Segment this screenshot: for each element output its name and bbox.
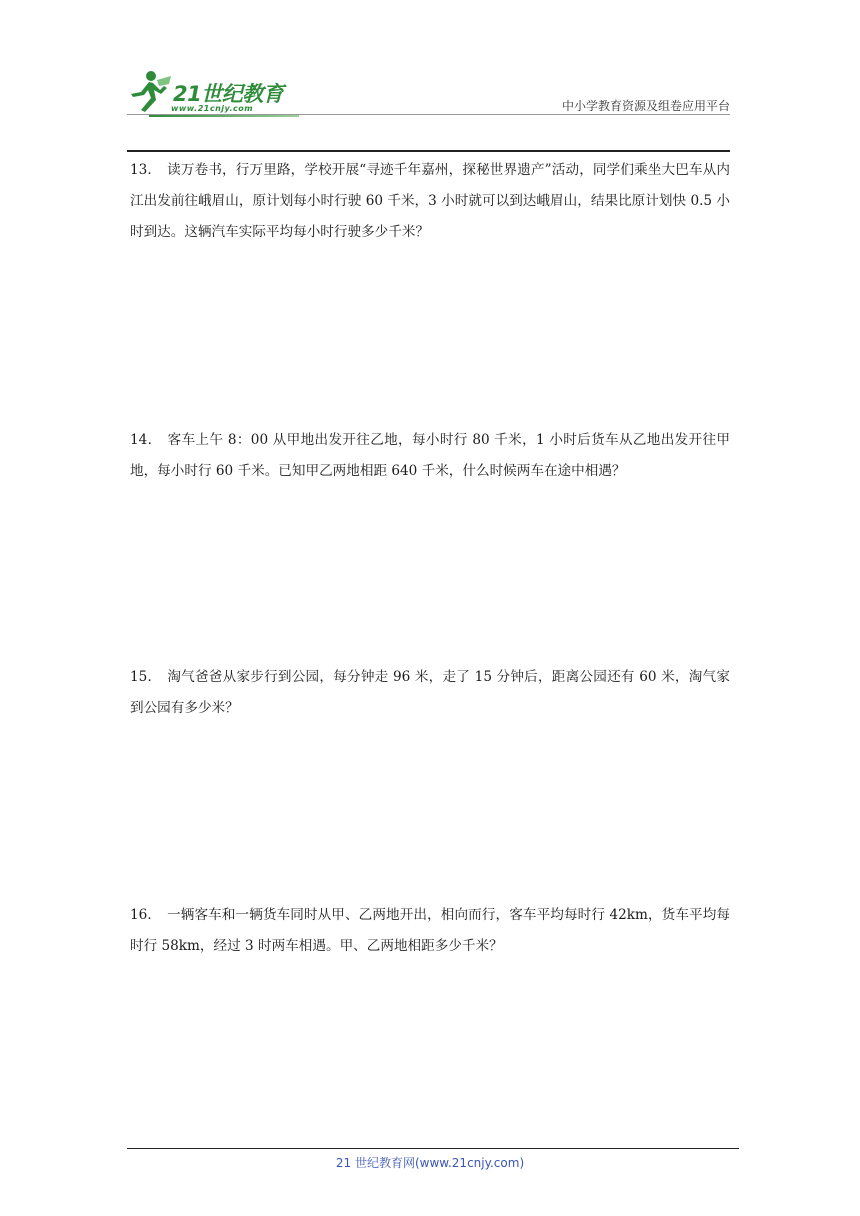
runner-logo-icon [127,70,177,114]
logo-text: 21世纪教育 [173,82,284,106]
question-14 [130,425,730,487]
question-number: 16． [130,907,162,923]
question-13 [130,155,730,248]
header-tagline: 中小学教育资源及组卷应用平台 [561,99,730,113]
logo-url: www.21cnjy.com [171,104,254,113]
question-number: 14． [130,432,162,448]
question-text: 读万卷书，行万里路，学校开展“寻迹千年嘉州，探秘世界遗产”活动，同学们乘坐大巴车从内江出发前往峨眉山，原计划每小时行驶 60 千米，3 小时就可以到达峨眉山，结果比原计划快 0.5 小时到达。这辆汽车实际平均每小时行驶多少千米？ [130,162,730,240]
page-header [127,66,730,152]
question-number: 15． [130,669,162,685]
footer-divider [127,1148,739,1149]
question-number: 13． [130,162,162,178]
question-16 [130,900,730,962]
question-text: 一辆客车和一辆货车同时从甲、乙两地开出，相向而行，客车平均每时行 42km，货车平均每时行 58km，经过 3 时两车相遇。甲、乙两地相距多少千米？ [130,907,730,954]
header-divider-thin [127,114,730,115]
question-15 [130,662,730,724]
question-text: 淘气爸爸从家步行到公园，每分钟走 96 米，走了 15 分钟后，距离公园还有 60 米，淘气家到公园有多少米？ [130,669,730,716]
header-divider [127,150,730,152]
question-text: 客车上午 8：00 从甲地出发开往乙地，每小时行 80 千米，1 小时后货车从乙地出发开往甲地，每小时行 60 千米。已知甲乙两地相距 640 千米，什么时候两车在途中相遇？ [130,432,730,479]
footer-link[interactable]: 21 世纪教育网(www.21cnjy.com) [335,1156,525,1170]
site-logo [127,66,307,118]
